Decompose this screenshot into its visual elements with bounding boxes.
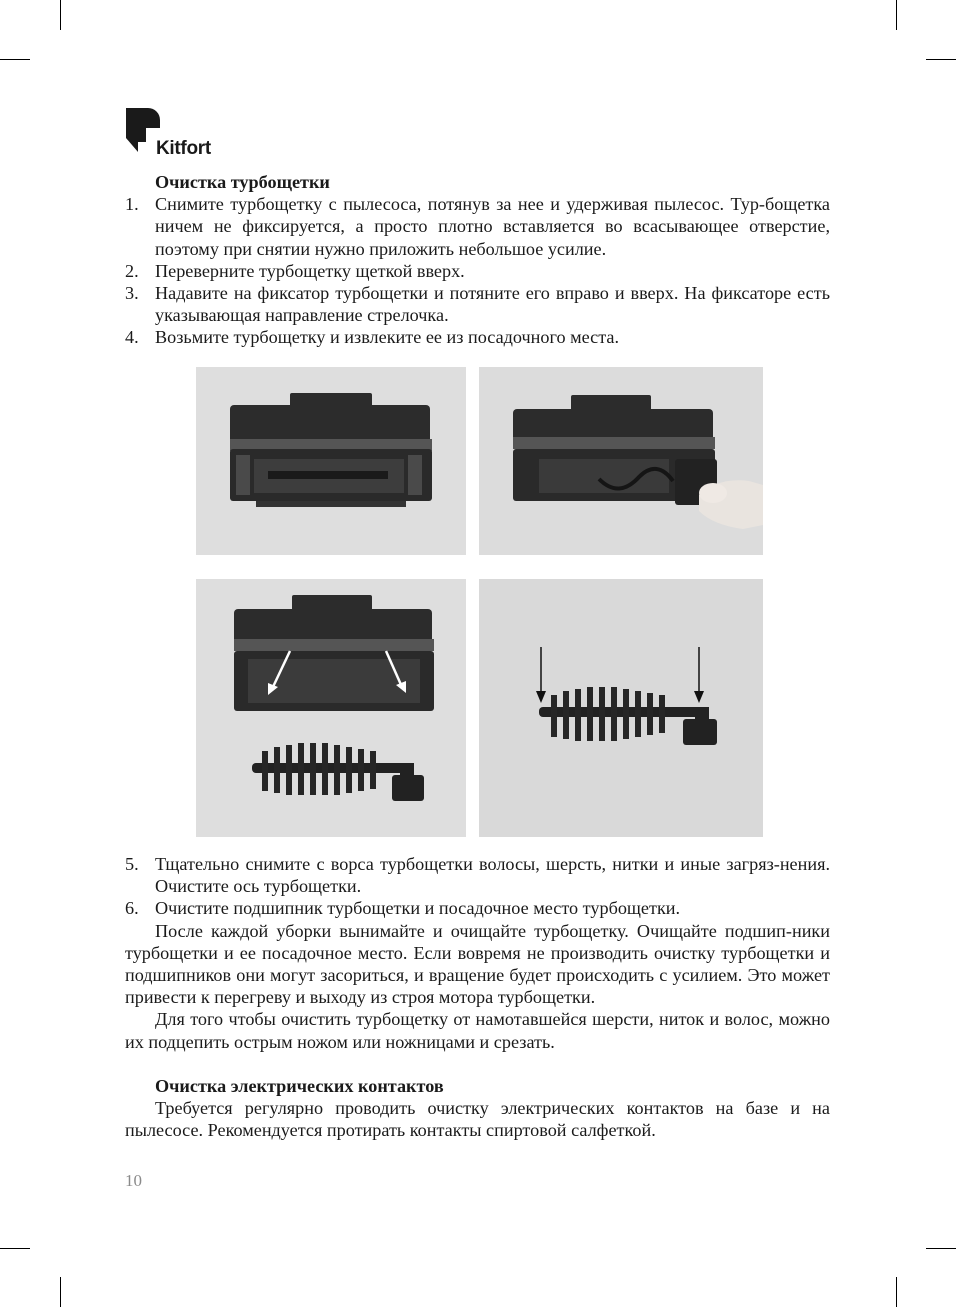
list-item: 4. Возьмите турбощетку и извлеките ее из посадочного места. (125, 327, 620, 348)
crop-mark (60, 1277, 61, 1307)
crop-mark (60, 0, 61, 30)
section-heading: Очистка электрических контактов (155, 1076, 444, 1096)
list-item: 6. Очистите подшипник турбощетки и посадочное место турбощетки. (125, 898, 681, 919)
brand-logo (126, 108, 236, 158)
steps-list-continued (125, 853, 830, 920)
photo-pull-latch (479, 367, 763, 555)
crop-mark (896, 1277, 897, 1307)
paragraph: После каждой уборки вынимайте и очищайте турбощетку. Очищайте подшип-ники турбощетки и ее посадочное место. Если вовремя не производить очистку турбощетки и подшипников они могут засориться, и вращение будет происходить с усилием. Это может привести к перегреву и выходу из строя мотора турбощетки. (125, 920, 830, 1008)
paragraph: Требуется регулярно проводить очистку электрических контактов на базе и на пылесосе. Рекомендуется протирать контакты спиртовой салфеткой. (125, 1098, 830, 1141)
crop-mark (926, 59, 956, 60)
list-item: 3. Надавите на фиксатор турбощетки и потяните его вправо и вверх. На фиксаторе есть указывающая направление стрелочка. (125, 283, 830, 326)
photo-brush-head (196, 367, 466, 555)
steps-list (125, 193, 830, 348)
list-item: 2. Переверните турбощетку щеткой вверх. (125, 260, 465, 281)
section-heading: Очистка турбощетки (155, 172, 330, 192)
section-contacts-cleaning (125, 1075, 830, 1142)
crop-mark (926, 1248, 956, 1249)
page-number: 10 (125, 1171, 142, 1190)
list-item: 1. Снимите турбощетку с пылесоса, потянув за нее и удерживая пылесос. Тур-бощетка ничем не фиксируется, а просто плотно вставляется во всасывающее отверстие, поэтому при снятии нужно приложить небольшое усилие. (125, 194, 830, 259)
logo-mark-icon (126, 108, 160, 158)
paragraph: Для того чтобы очистить турбощетку от намотавшейся шерсти, ниток и волос, можно их подцепить острым ножом или ножницами и срезать. (125, 1009, 830, 1052)
list-item: 5. Тщательно снимите с ворса турбощетки волосы, шерсть, нитки и иные загряз-нения. Очистите ось турбощетки. (125, 854, 830, 897)
photo-brush-removed (196, 579, 466, 837)
crop-mark (896, 0, 897, 30)
crop-mark (0, 59, 30, 60)
photo-brush-bearings (479, 579, 763, 837)
crop-mark (0, 1248, 30, 1249)
section-turbobrush-cleaning-continued (125, 853, 830, 1053)
section-turbobrush-cleaning (125, 171, 830, 349)
brand-name: Kitfort (156, 138, 211, 159)
